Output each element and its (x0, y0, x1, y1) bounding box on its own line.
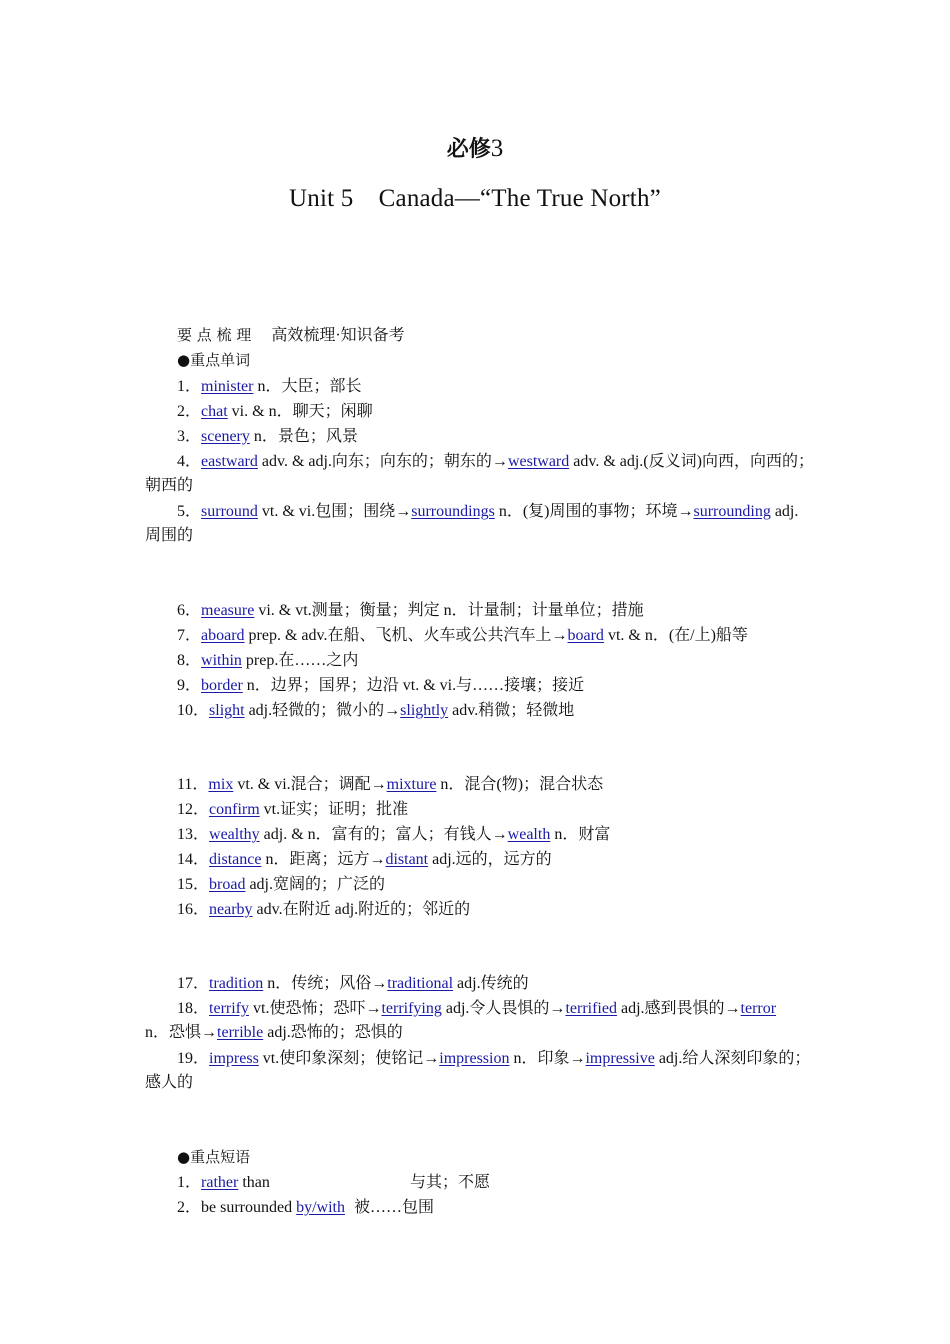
list-item (145, 648, 857, 673)
item-text: adj.轻微的；微小的→ (244, 702, 401, 719)
vocab-word[interactable]: border (201, 677, 243, 694)
item-number: 2． (177, 403, 202, 420)
list-item (145, 897, 857, 922)
item-number: 9． (177, 677, 202, 694)
vocab-word[interactable]: aboard (201, 627, 245, 644)
item-text: adj.令人畏惧的→ (441, 1000, 566, 1017)
item-text: prep. & adv.在船、飞机、火车或公共汽车上→ (244, 627, 568, 644)
list-item (145, 598, 857, 623)
vocab-word[interactable]: board (567, 627, 604, 644)
list-item (145, 772, 857, 797)
list-item (145, 623, 857, 648)
item-text: n．距离；远方→ (261, 851, 386, 868)
list-item (145, 449, 857, 474)
list-item (145, 847, 857, 872)
item-number: 19． (177, 1050, 210, 1067)
vocab-word[interactable]: wealth (507, 826, 551, 843)
item-text: adj.给人深刻印象的； (654, 1050, 811, 1067)
vocab-word[interactable]: surround (201, 503, 258, 520)
vocab-word[interactable]: confirm (209, 801, 260, 818)
item-number: 7． (177, 627, 202, 644)
item-text: adj. & n．富有的；富人；有钱人→ (259, 826, 508, 843)
vocab-word[interactable]: mix (208, 776, 234, 793)
item-number: 11． (177, 776, 209, 793)
vocab-word[interactable]: slightly (400, 702, 449, 719)
item-text: adv.稍微；轻微地 (448, 702, 575, 719)
item-number: 12． (177, 801, 210, 818)
item-text: adj.传统的 (453, 975, 529, 992)
unit-title: Unit 5 Canada—“The True North” (289, 185, 661, 212)
item-text: adj.感到畏惧的→ (616, 1000, 741, 1017)
item-text: than (238, 1174, 270, 1191)
item-number: 6． (177, 602, 202, 619)
vocab-word[interactable]: surroundings (411, 503, 495, 520)
vocab-word[interactable]: chat (201, 403, 228, 420)
vocab-word[interactable]: scenery (201, 428, 250, 445)
item-text: vi. & vt.测量；衡量；判定 n．计量制；计量单位；措施 (254, 602, 644, 619)
vocab-word[interactable]: terror (740, 1000, 777, 1017)
vocab-word[interactable]: mixture (386, 776, 437, 793)
item-text: prep.在……之内 (241, 652, 359, 669)
item-number: 15． (177, 876, 210, 893)
phrase-heading: ●重点短语 (177, 1148, 251, 1166)
phrase-meaning: 与其；不愿 (410, 1174, 491, 1191)
item-text: adj.远的，远方的 (428, 851, 552, 868)
list-item (145, 399, 857, 424)
item-text: n．恐惧→ (145, 1024, 218, 1041)
item-number: 18． (177, 1000, 210, 1017)
vocab-word[interactable]: tradition (209, 975, 264, 992)
vocab-word[interactable]: distance (209, 851, 262, 868)
item-text: vt. & vi.包围；围绕→ (257, 503, 412, 520)
list-item-continuation: 朝西的 (145, 477, 194, 494)
vocab-word[interactable]: terrible (217, 1024, 264, 1041)
item-number: 1． (177, 1174, 202, 1191)
list-item (145, 996, 857, 1021)
item-number: 4． (177, 453, 202, 470)
item-number: 1． (177, 378, 202, 395)
item-text: n．大臣；部长 (253, 378, 362, 395)
list-item (145, 797, 857, 822)
item-text: adj. (770, 503, 799, 520)
phrase-word[interactable]: rather (201, 1174, 239, 1191)
list-item (145, 698, 857, 723)
item-number: 14． (177, 851, 210, 868)
vocab-word[interactable]: within (201, 652, 242, 669)
vocab-word[interactable]: impress (209, 1050, 259, 1067)
vocab-heading: ●重点单词 (177, 351, 251, 369)
vocab-word[interactable]: distant (385, 851, 429, 868)
item-number: 13． (177, 826, 210, 843)
list-item (145, 424, 857, 449)
vocab-word[interactable]: slight (209, 702, 245, 719)
list-item (145, 673, 857, 698)
vocab-word[interactable]: westward (507, 453, 570, 470)
item-text: adv.在附近 adj.附近的；邻近的 (252, 901, 471, 918)
item-text: vi. & n．聊天；闲聊 (227, 403, 373, 420)
item-text: n．边界；国界；边沿 vt. & vi.与……接壤；接近 (242, 677, 585, 694)
phrase-item (145, 1195, 857, 1220)
item-text: n．印象→ (509, 1050, 586, 1067)
item-text: n．混合(物)；混合状态 (436, 776, 604, 793)
list-item (145, 822, 857, 847)
item-number: 8． (177, 652, 202, 669)
item-text: n．财富 (550, 826, 611, 843)
item-text: adj.宽阔的；广泛的 (245, 876, 386, 893)
vocab-word[interactable]: impressive (585, 1050, 655, 1067)
item-text: n．(复)周围的事物；环境→ (494, 503, 694, 520)
phrase-word[interactable]: by/with (296, 1199, 345, 1216)
book-title (0, 132, 950, 167)
list-item (145, 872, 857, 897)
vocab-word[interactable]: eastward (201, 453, 258, 470)
phrase-meaning: 被……包围 (354, 1199, 435, 1216)
item-number: 5． (177, 503, 202, 520)
list-item-continuation: 感人的 (145, 1074, 194, 1091)
section-subtitle: 高效梳理·知识备考 (271, 327, 405, 344)
vocab-word[interactable]: impression (439, 1050, 510, 1067)
item-number: 17． (177, 975, 210, 992)
list-item (145, 1046, 857, 1071)
item-text: n．景色；风景 (249, 428, 358, 445)
list-item (145, 499, 857, 524)
item-text: adv. & adj.向东；向东的；朝东的→ (257, 453, 508, 470)
item-text: vt.使印象深刻；使铭记→ (258, 1050, 440, 1067)
section-header (145, 323, 857, 348)
vocab-word[interactable]: terrified (565, 1000, 617, 1017)
item-text: vt. & vi.混合；调配→ (233, 776, 387, 793)
item-number: 2． (177, 1199, 202, 1216)
vocab-word[interactable]: measure (201, 602, 255, 619)
item-text: n．传统；风俗→ (263, 975, 388, 992)
book-title-bold: 必修 (446, 137, 491, 162)
list-item (145, 971, 857, 996)
vocab-word[interactable]: minister (201, 378, 254, 395)
phrase-item (145, 1170, 857, 1195)
list-item-continuation (145, 1020, 825, 1045)
item-text: adj.恐怖的；恐惧的 (263, 1024, 403, 1041)
vocab-word[interactable]: traditional (387, 975, 454, 992)
list-item-continuation: 周围的 (145, 527, 194, 544)
item-text: vt. & n．(在/上)船等 (603, 627, 748, 644)
vocab-word[interactable]: surrounding (693, 503, 771, 520)
book-title-number: 3 (490, 135, 504, 162)
item-text: vt.使恐怖；恐吓→ (249, 1000, 382, 1017)
item-number: 3． (177, 428, 202, 445)
vocab-word[interactable]: terrify (209, 1000, 249, 1017)
item-text: vt.证实；证明；批准 (259, 801, 409, 818)
vocab-word[interactable]: broad (209, 876, 246, 893)
item-number: 16． (177, 901, 210, 918)
item-number: 10． (177, 702, 210, 719)
vocab-word[interactable]: terrifying (381, 1000, 442, 1017)
list-item (145, 374, 857, 399)
vocab-word[interactable]: nearby (209, 901, 253, 918)
item-text: adv. & adj.(反义词)向西，向西的； (569, 453, 814, 470)
item-text: be surrounded (201, 1199, 297, 1216)
section-label: 要 点 梳 理 (177, 326, 252, 344)
vocab-word[interactable]: wealthy (209, 826, 260, 843)
